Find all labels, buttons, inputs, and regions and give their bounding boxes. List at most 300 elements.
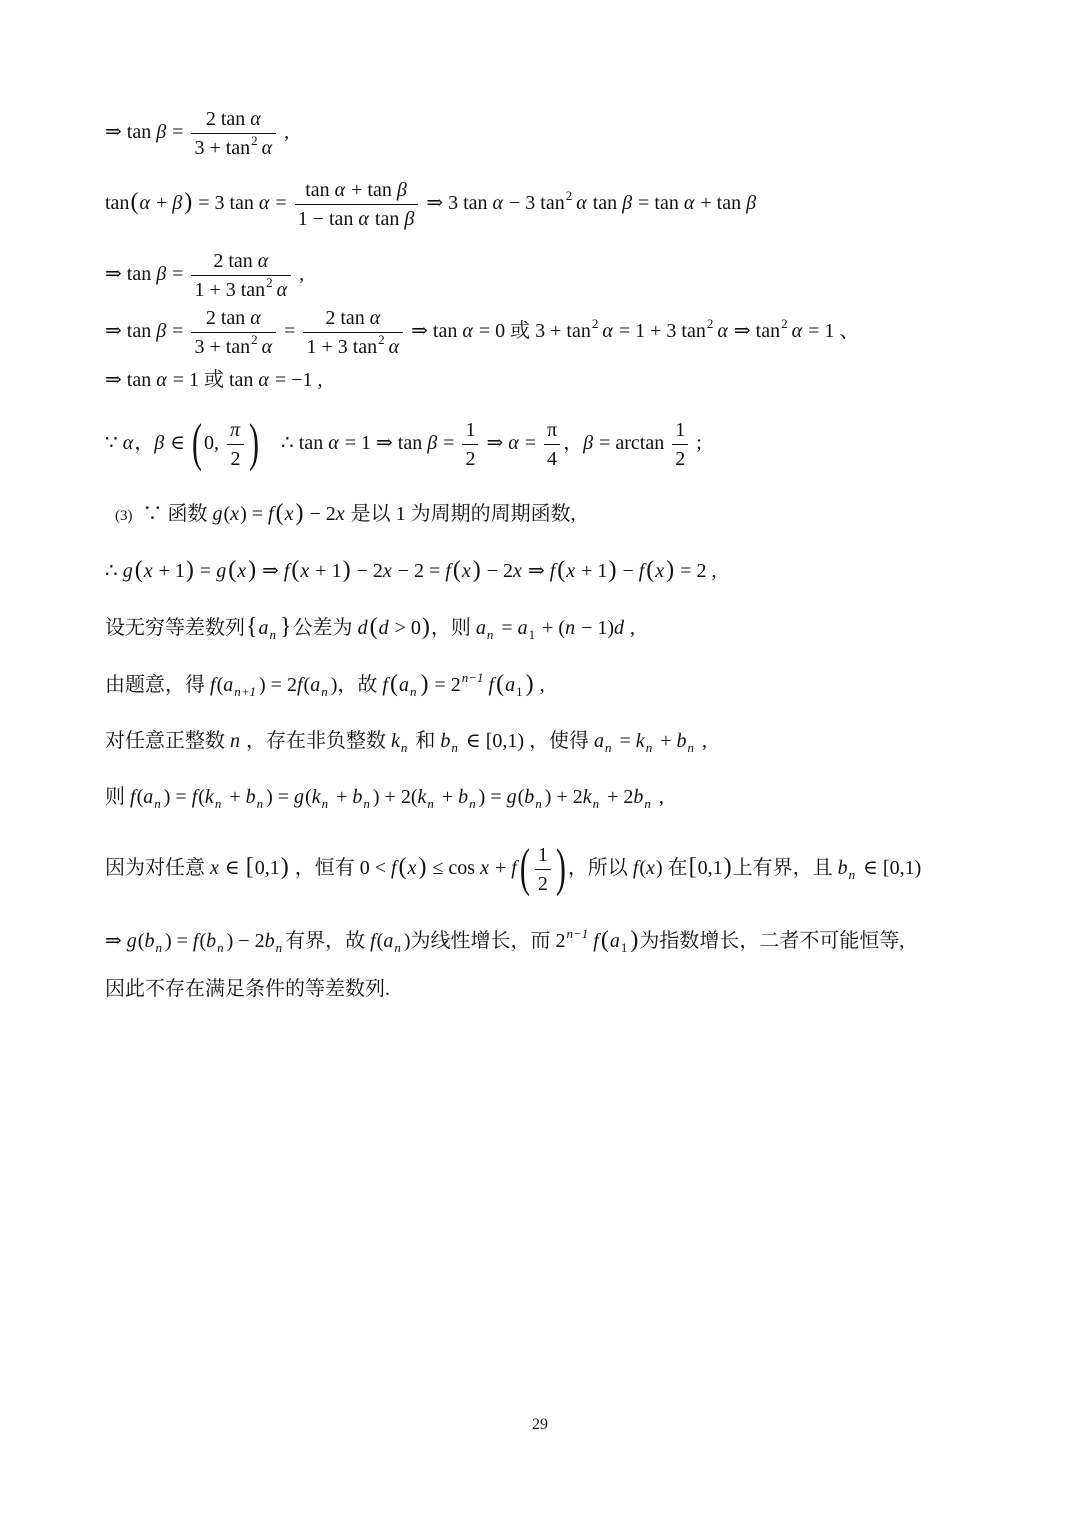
fraction-numerator bbox=[303, 304, 403, 333]
math-variable: a bbox=[258, 617, 269, 639]
math-variable: β bbox=[746, 192, 757, 214]
math-text: 有界，故 bbox=[285, 930, 371, 952]
subscript: n bbox=[217, 940, 224, 955]
math-variable: α bbox=[791, 320, 803, 342]
bracket: ( bbox=[369, 614, 378, 640]
fraction-denominator bbox=[535, 870, 551, 898]
math-text: ) = bbox=[240, 503, 269, 525]
fraction bbox=[191, 247, 291, 304]
math-variable: f bbox=[192, 930, 199, 952]
subscript: n bbox=[486, 627, 494, 642]
superscript: 2 bbox=[266, 274, 273, 290]
math-text: ⇒ bbox=[481, 432, 509, 454]
math-text: ( bbox=[199, 930, 207, 952]
math-text: 3 + tan bbox=[194, 335, 251, 358]
fraction-numerator bbox=[191, 247, 291, 276]
math-variable: x bbox=[566, 560, 576, 582]
solution-line bbox=[105, 597, 635, 657]
subscript: n bbox=[535, 796, 542, 811]
math-variable: a bbox=[594, 730, 605, 752]
math-variable: α bbox=[250, 107, 261, 130]
math-text: = 3 tan bbox=[193, 192, 259, 214]
math-variable: α bbox=[369, 306, 381, 329]
math-variable: b bbox=[633, 786, 644, 808]
math-text: ; bbox=[691, 432, 702, 454]
math-variable: β bbox=[427, 432, 438, 454]
math-text: ∵ 函数 bbox=[132, 503, 213, 525]
bracket: } bbox=[280, 614, 292, 640]
math-text: ⇒ tan bbox=[728, 320, 781, 342]
math-text: ⇒ bbox=[257, 560, 284, 582]
math-variable: d bbox=[378, 617, 389, 639]
math-variable: β bbox=[622, 192, 633, 214]
bracket: ) bbox=[185, 557, 194, 583]
math-text: 1 bbox=[675, 418, 686, 441]
math-variable: g bbox=[126, 930, 137, 952]
bracket: ) bbox=[418, 854, 427, 880]
math-variable: x bbox=[284, 503, 294, 525]
subscript: n bbox=[214, 796, 222, 811]
math-text: = arctan bbox=[594, 432, 670, 454]
fraction-numerator bbox=[672, 416, 688, 445]
math-variable: b bbox=[206, 930, 217, 952]
math-text: 0, bbox=[204, 432, 225, 454]
math-text: − 3 tan bbox=[504, 192, 565, 214]
math-text: = 1 + 3 tan bbox=[613, 320, 706, 342]
math-text: 2 bbox=[537, 872, 548, 895]
bracket: ( bbox=[275, 500, 284, 526]
math-text: 和 bbox=[410, 730, 441, 752]
math-variable: k bbox=[311, 786, 321, 808]
math-variable: n bbox=[565, 617, 576, 639]
math-text: + bbox=[224, 786, 246, 808]
fraction bbox=[672, 416, 688, 473]
math-text: 设无穷等差数列 bbox=[105, 617, 245, 639]
math-variable: a bbox=[505, 674, 516, 696]
bracket: ( bbox=[557, 557, 566, 583]
subscript: 1 bbox=[620, 940, 628, 955]
solution-line bbox=[105, 172, 757, 232]
fraction-numerator bbox=[535, 841, 551, 870]
bracket: ( bbox=[600, 927, 609, 953]
math-variable: b bbox=[837, 857, 848, 879]
math-text: 2 tan bbox=[205, 107, 251, 130]
math-variable: g bbox=[506, 786, 517, 808]
bracket: ) bbox=[630, 927, 639, 953]
math-variable: f bbox=[370, 930, 376, 952]
math-variable: x bbox=[143, 560, 153, 582]
math-text: = bbox=[519, 432, 541, 454]
math-variable: k bbox=[417, 786, 427, 808]
math-variable: g bbox=[294, 786, 305, 808]
bracket: ) bbox=[295, 500, 304, 526]
math-text: − bbox=[617, 560, 639, 582]
math-variable: b bbox=[264, 930, 275, 952]
math-text: = bbox=[496, 617, 518, 639]
math-text: ( bbox=[216, 674, 224, 696]
math-text: ) = bbox=[164, 930, 193, 952]
math-variable: f bbox=[445, 560, 451, 582]
fraction-denominator bbox=[295, 205, 419, 233]
math-variable: α bbox=[334, 178, 346, 201]
math-text: + 2 bbox=[602, 786, 634, 808]
bracket: ( bbox=[389, 671, 398, 697]
math-text: − 2 = bbox=[392, 560, 446, 582]
math-variable: α bbox=[122, 432, 134, 454]
fraction bbox=[544, 416, 560, 473]
math-text: = 2 bbox=[429, 674, 461, 696]
math-variable: α bbox=[258, 192, 270, 214]
superscript: 2 bbox=[251, 331, 258, 347]
math-text: ) = bbox=[163, 786, 192, 808]
math-text: ∴ bbox=[105, 560, 123, 582]
math-text: = bbox=[270, 192, 292, 214]
math-variable: k bbox=[582, 786, 592, 808]
math-text: = bbox=[167, 121, 189, 143]
math-text: ( bbox=[137, 930, 145, 952]
math-variable: b bbox=[144, 930, 155, 952]
subscript: n bbox=[394, 940, 401, 955]
math-text: ∈ [0,1) ，使得 bbox=[460, 730, 595, 752]
math-text: = 1 或 tan bbox=[167, 369, 259, 391]
math-text: = bbox=[194, 560, 217, 582]
math-variable: f bbox=[283, 560, 290, 582]
solution-line bbox=[105, 767, 664, 827]
math-variable: a bbox=[609, 930, 620, 952]
math-text: ) + 2 bbox=[544, 786, 583, 808]
math-text: + 1 bbox=[310, 560, 342, 582]
math-variable: α bbox=[717, 320, 728, 342]
fraction-denominator bbox=[672, 445, 688, 473]
solution-line bbox=[105, 244, 304, 304]
math-text: tan bbox=[587, 192, 623, 214]
superscript: 2 bbox=[706, 316, 714, 331]
math-text: 1 bbox=[465, 418, 476, 441]
math-variable: α bbox=[683, 192, 695, 214]
math-text: + bbox=[436, 786, 459, 808]
math-text: ⇒ 3 tan bbox=[421, 192, 493, 214]
large-bracket: ( bbox=[192, 414, 203, 473]
fraction-denominator bbox=[191, 134, 276, 162]
math-text: ⇒ tan bbox=[105, 369, 157, 391]
math-variable: f bbox=[632, 857, 639, 879]
math-text: − 1) bbox=[576, 617, 615, 639]
math-text: ( bbox=[198, 786, 205, 808]
math-text: + bbox=[150, 192, 173, 214]
math-text: , bbox=[696, 730, 707, 752]
math-variable: β bbox=[156, 320, 167, 342]
math-variable: α bbox=[576, 192, 587, 214]
math-text: ( bbox=[223, 503, 231, 525]
fraction-numerator bbox=[191, 304, 276, 333]
math-variable: d bbox=[614, 617, 625, 639]
superscript: 2 bbox=[781, 316, 788, 331]
solution-line bbox=[105, 837, 921, 897]
math-variable: a bbox=[475, 617, 486, 639]
math-text: ∴ tan bbox=[261, 432, 329, 454]
math-variable: f bbox=[296, 674, 303, 696]
math-variable: x bbox=[300, 560, 310, 582]
math-text: π bbox=[547, 418, 558, 441]
bracket: { bbox=[246, 614, 258, 640]
math-variable: x bbox=[646, 857, 655, 879]
bracket: ) bbox=[723, 854, 732, 880]
subscript: n bbox=[155, 940, 162, 955]
math-text: ) = bbox=[478, 786, 507, 808]
math-text: ( bbox=[376, 930, 384, 952]
math-variable: x bbox=[237, 560, 247, 582]
math-text: + 1 bbox=[576, 560, 608, 582]
math-variable: k bbox=[391, 730, 400, 752]
bracket: ) bbox=[608, 557, 617, 583]
math-variable: β bbox=[156, 263, 167, 285]
math-text: 1 bbox=[537, 843, 548, 866]
math-variable: x bbox=[335, 503, 345, 525]
math-text: ( bbox=[305, 786, 312, 808]
solution-line bbox=[115, 483, 576, 543]
solution-line bbox=[105, 102, 289, 162]
math-variable: b bbox=[245, 786, 256, 808]
bracket: ( bbox=[134, 557, 143, 583]
superscript: 2 bbox=[565, 188, 573, 203]
math-variable: α bbox=[156, 369, 167, 391]
superscript: n−1 bbox=[566, 926, 589, 941]
bracket: ) bbox=[184, 189, 193, 215]
math-variable: a bbox=[383, 930, 394, 952]
subscript: n bbox=[321, 796, 329, 811]
subscript: n bbox=[848, 867, 856, 882]
math-variable: a bbox=[143, 786, 154, 808]
math-variable: α bbox=[276, 278, 288, 301]
fraction-numerator bbox=[295, 176, 419, 205]
math-variable: b bbox=[676, 730, 687, 752]
math-text: 1 + 3 tan bbox=[306, 335, 378, 358]
math-variable: f bbox=[210, 674, 216, 696]
math-variable: β bbox=[583, 432, 594, 454]
math-text: 2 tan bbox=[325, 306, 370, 329]
math-text: − 2 bbox=[351, 560, 383, 582]
fraction-numerator bbox=[462, 416, 478, 445]
math-text: )为线性增长，而 2 bbox=[403, 930, 566, 952]
math-variable: f bbox=[638, 560, 645, 582]
math-text: 由题意，得 bbox=[105, 674, 210, 696]
math-variable: α bbox=[462, 320, 473, 342]
subscript: n bbox=[645, 740, 653, 755]
math-text: ， bbox=[563, 432, 584, 454]
math-text: ，存在非负整数 bbox=[241, 730, 391, 752]
subscript: n bbox=[275, 940, 283, 955]
bracket: ) bbox=[421, 614, 430, 640]
math-text: , bbox=[279, 121, 290, 143]
math-variable: f bbox=[488, 674, 495, 696]
math-text: tan bbox=[369, 207, 405, 230]
math-variable: f bbox=[130, 786, 136, 808]
math-text: ( bbox=[639, 857, 647, 879]
math-variable: f bbox=[268, 503, 274, 525]
math-variable: d bbox=[357, 617, 368, 639]
math-variable: k bbox=[204, 786, 214, 808]
math-text: , bbox=[534, 674, 545, 696]
math-text: 1 + 3 tan bbox=[194, 278, 266, 301]
subscript: 1 bbox=[516, 684, 523, 699]
superscript: 2 bbox=[251, 132, 258, 148]
math-text: − 2 bbox=[304, 503, 336, 525]
math-variable: α bbox=[492, 192, 504, 214]
math-variable: f bbox=[593, 930, 599, 952]
subscript: n bbox=[644, 796, 651, 811]
subscript: n bbox=[592, 796, 600, 811]
solution-line bbox=[105, 540, 716, 600]
math-text: ) 在 bbox=[655, 857, 688, 879]
subscript: n bbox=[321, 684, 328, 699]
math-variable: x bbox=[382, 560, 392, 582]
page-number: 29 bbox=[532, 1416, 548, 1433]
fraction-numerator bbox=[191, 105, 276, 134]
subscript: n bbox=[154, 796, 161, 811]
math-text: = bbox=[167, 263, 189, 285]
math-text: 上有界，且 bbox=[732, 857, 838, 879]
math-text: ，则 bbox=[430, 617, 476, 639]
math-text: ∵ bbox=[105, 432, 123, 454]
math-text: ∈ [0,1) bbox=[858, 857, 922, 879]
math-text: 2 bbox=[675, 447, 686, 470]
math-variable: f bbox=[511, 857, 517, 879]
math-variable: f bbox=[390, 857, 397, 879]
math-variable: b bbox=[352, 786, 363, 808]
math-text: = bbox=[438, 432, 460, 454]
math-variable: a bbox=[310, 674, 321, 696]
fraction bbox=[227, 416, 244, 473]
math-text: 公差为 bbox=[292, 617, 358, 639]
fraction bbox=[295, 176, 419, 233]
math-text: 则 bbox=[105, 786, 130, 808]
fraction-numerator bbox=[227, 416, 244, 445]
math-variable: a bbox=[398, 674, 409, 696]
bracket: ( bbox=[398, 854, 407, 880]
math-text: )，故 bbox=[330, 674, 383, 696]
math-text: ( bbox=[303, 674, 311, 696]
math-text: 0,1 bbox=[254, 857, 280, 879]
bracket: ) bbox=[420, 671, 429, 697]
math-text: 为指数增长，二者不可能恒等, bbox=[639, 930, 905, 952]
math-text: ) + 2( bbox=[372, 786, 418, 808]
math-text: = bbox=[167, 320, 189, 342]
math-text: = tan bbox=[633, 192, 684, 214]
math-text: ⇒ bbox=[522, 560, 550, 582]
math-variable: x bbox=[480, 857, 489, 879]
math-text: ⇒ tan bbox=[105, 320, 157, 342]
solution-line bbox=[105, 959, 390, 1019]
math-text: = 1 、 bbox=[803, 320, 860, 342]
math-variable: k bbox=[635, 730, 645, 752]
math-variable: f bbox=[382, 674, 388, 696]
math-text: 1 − tan bbox=[297, 207, 359, 230]
fraction-denominator bbox=[227, 445, 244, 473]
bracket: ( bbox=[130, 189, 139, 215]
math-text: + tan bbox=[346, 178, 397, 201]
bracket: ) bbox=[248, 557, 257, 583]
math-text: ∈ bbox=[165, 432, 191, 454]
solution-line bbox=[105, 350, 322, 410]
math-text: 0,1 bbox=[697, 857, 723, 879]
math-text: tan bbox=[305, 178, 335, 201]
subscript: n bbox=[427, 796, 434, 811]
math-variable: b bbox=[524, 786, 535, 808]
math-text: ) = bbox=[266, 786, 295, 808]
subscript: n bbox=[269, 627, 277, 642]
math-variable: α bbox=[358, 207, 369, 230]
math-text: ( bbox=[136, 786, 144, 808]
math-text: + bbox=[655, 730, 677, 752]
fraction-denominator bbox=[544, 445, 560, 473]
math-text: + tan bbox=[695, 192, 747, 214]
math-variable: β bbox=[396, 178, 407, 201]
math-variable: f bbox=[191, 786, 198, 808]
math-variable: β bbox=[156, 121, 167, 143]
math-variable: b bbox=[440, 730, 451, 752]
math-variable: α bbox=[261, 335, 273, 358]
math-variable: x bbox=[461, 560, 471, 582]
large-bracket: ( bbox=[519, 839, 530, 898]
math-text: 4 bbox=[547, 447, 558, 470]
math-text: ⇒ bbox=[105, 930, 127, 952]
bracket: ( bbox=[646, 557, 655, 583]
bracket: ) bbox=[666, 557, 675, 583]
math-text: , bbox=[653, 786, 664, 808]
math-text: = 1 ⇒ tan bbox=[339, 432, 428, 454]
math-variable: α bbox=[139, 192, 150, 214]
math-variable: x bbox=[655, 560, 665, 582]
math-variable: π bbox=[230, 418, 241, 441]
math-text: 3 + tan bbox=[194, 136, 251, 159]
math-text: ) = 2 bbox=[259, 674, 297, 696]
math-text: + 1 bbox=[153, 560, 185, 582]
math-variable: α bbox=[388, 335, 400, 358]
math-text: 因此不存在满足条件的等差数列. bbox=[105, 978, 390, 1000]
math-text: + bbox=[489, 857, 512, 879]
math-variable: α bbox=[261, 136, 273, 159]
math-variable: α bbox=[602, 320, 613, 342]
subscript: n bbox=[400, 740, 408, 755]
math-text: 对任意正整数 bbox=[105, 730, 230, 752]
math-variable: b bbox=[458, 786, 469, 808]
solution-line bbox=[105, 711, 707, 771]
math-text: + bbox=[331, 786, 353, 808]
math-variable: α bbox=[508, 432, 519, 454]
subscript: n bbox=[256, 796, 264, 811]
math-text: 因为对任意 bbox=[105, 857, 210, 879]
large-bracket: ) bbox=[249, 414, 260, 473]
math-variable: n bbox=[230, 730, 240, 752]
fraction-numerator bbox=[544, 416, 560, 445]
math-text: 2 bbox=[230, 447, 241, 470]
fraction-denominator bbox=[462, 445, 478, 473]
math-variable: x bbox=[513, 560, 522, 582]
math-text: = −1 , bbox=[269, 369, 323, 391]
math-text: = bbox=[614, 730, 636, 752]
math-text: ) − 2 bbox=[226, 930, 265, 952]
math-variable: β bbox=[172, 192, 183, 214]
subscript: n bbox=[605, 740, 612, 755]
bracket: ) bbox=[342, 557, 351, 583]
subscript: 1 bbox=[528, 627, 536, 642]
math-variable: g bbox=[216, 560, 227, 582]
math-text: ≤ cos bbox=[427, 857, 481, 879]
math-text: ⇒ tan bbox=[406, 320, 463, 342]
math-text: = 0 或 3 + tan bbox=[473, 320, 591, 342]
bracket: ) bbox=[525, 671, 534, 697]
math-variable: α bbox=[258, 369, 269, 391]
